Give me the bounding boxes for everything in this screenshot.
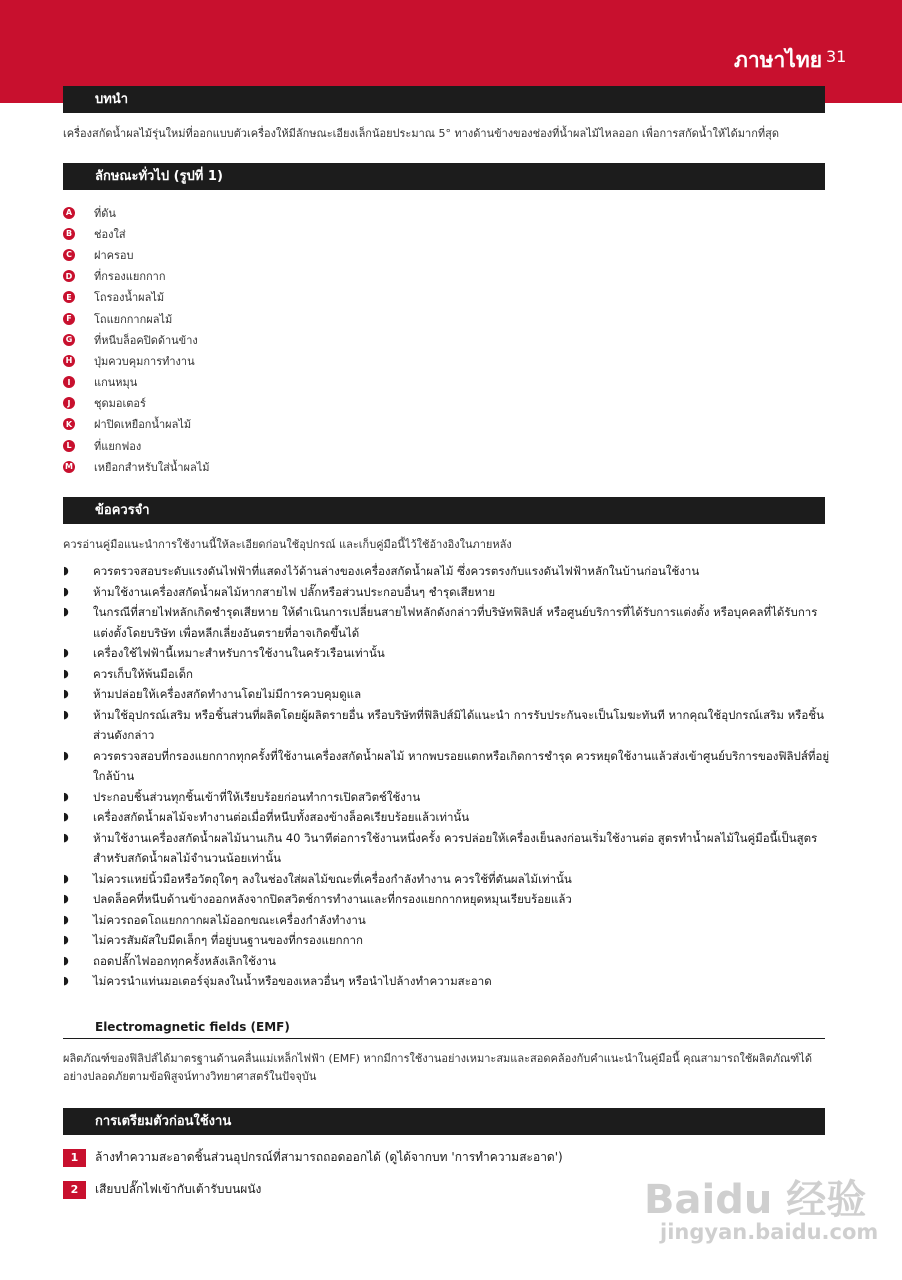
warning-text: ปลดล็อคที่หนีบด้านข้างออกหลังจากปิดสวิตช์การทำงานและที่กรองแยกกากหยุดหมุนเรียบร้อยแล้ว bbox=[93, 892, 572, 906]
list-item bbox=[63, 807, 833, 828]
letter-badge: J bbox=[63, 397, 75, 409]
step-item bbox=[63, 1148, 563, 1167]
list-item bbox=[63, 350, 210, 371]
intro-text: เครื่องสกัดน้ำผลไม้รุ่นใหม่ที่ออกแบบตัวเครื่องให้มีลักษณะเอียงเล็กน้อยประมาณ 5° ทางด้านข้างของช่องที่น้ำผลไม้ไหลออก เพื่อการสกัดน้ำให้ได้มากที่สุด bbox=[63, 127, 779, 140]
section-header-important: ข้อควรจำ bbox=[63, 497, 825, 524]
warning-text: ไม่ควรสัมผัสใบมีดเล็กๆ ที่อยู่บนฐานของที่กรองแยกกาก bbox=[93, 933, 363, 947]
letter-badge: B bbox=[63, 228, 75, 240]
letter-badge: E bbox=[63, 291, 75, 303]
step-item bbox=[63, 1180, 261, 1199]
part-label: ที่กรองแยกกาก bbox=[94, 270, 166, 284]
section-header-intro: บทนำ bbox=[63, 86, 825, 113]
emf-heading: Electromagnetic fields (EMF) bbox=[95, 1020, 290, 1034]
bullet-icon: ◗ bbox=[63, 871, 69, 885]
warning-text: ในกรณีที่สายไฟหลักเกิดชำรุดเสียหาย ให้ดำเนินการเปลี่ยนสายไฟหลักดังกล่าวที่บริษัทฟิลิปส์ หรือศูนย์บริการที่ได้รับการแต่งตั้ง หรือบุคคลที่ได้รับการแต่งตั้งโดยบริษัท เพื่อหลีกเลี่ยงอันตรายที่อาจเกิดขึ้นได้ bbox=[93, 605, 818, 640]
warning-text: ประกอบชิ้นส่วนทุกชิ้นเข้าที่ให้เรียบร้อยก่อนทำการเปิดสวิตช์ใช้งาน bbox=[93, 789, 421, 804]
bullet-icon: ◗ bbox=[63, 687, 69, 700]
list-item bbox=[63, 414, 210, 435]
list-item bbox=[63, 244, 210, 265]
important-lead-text: ควรอ่านคู่มือแนะนำการใช้งานนี้ให้ละเอียดก่อนใช้อุปกรณ์ และเก็บคู่มือนี้ไว้ใช้อ้างอิงในภายหลัง bbox=[63, 538, 512, 551]
letter-badge: M bbox=[63, 461, 75, 473]
list-item bbox=[63, 372, 210, 393]
divider bbox=[63, 1038, 825, 1039]
part-label: ที่หนีบล็อคปิดด้านข้าง bbox=[94, 333, 198, 347]
list-item bbox=[63, 910, 833, 931]
part-label: ชุดมอเตอร์ bbox=[94, 397, 146, 411]
bullet-icon: ◗ bbox=[63, 584, 69, 598]
list-item bbox=[63, 787, 833, 808]
letter-badge: C bbox=[63, 249, 75, 261]
letter-badge: H bbox=[63, 355, 75, 367]
warning-text: ห้ามปล่อยให้เครื่องสกัดทำงานโดยไม่มีการควบคุมดูแล bbox=[93, 687, 362, 701]
part-label: ที่แยกฟอง bbox=[94, 439, 142, 453]
warning-text: ไม่ควรถอดโถแยกกากผลไม้ออกขณะเครื่องกำลังทำงาน bbox=[93, 912, 366, 927]
list-item bbox=[63, 582, 833, 603]
warning-text: ควรเก็บให้พ้นมือเด็ก bbox=[93, 666, 194, 681]
part-label: เหยือกสำหรับใส่น้ำผลไม้ bbox=[94, 460, 210, 474]
warning-text: ควรตรวจสอบระดับแรงดันไฟฟ้าที่แสดงไว้ด้านล่างของเครื่องสกัดน้ำผลไม้ ซึ่งควรตรงกับแรงดันไฟฟ้าหลักในบ้านก่อนใช้งาน bbox=[93, 564, 700, 578]
warning-text: ควรตรวจสอบที่กรองแยกกากทุกครั้งที่ใช้งานเครื่องสกัดน้ำผลไม้ หากพบรอยแตกหรือเกิดการชำรุด ควรหยุดใช้งานแล้วส่งเข้าศูนย์บริการของฟิลิปส์ที่อยู่ใกล้บ้าน bbox=[93, 748, 830, 783]
list-item bbox=[63, 664, 833, 685]
list-item bbox=[63, 971, 833, 992]
bullet-icon: ◗ bbox=[63, 707, 69, 721]
warning-text: เครื่องสกัดน้ำผลไม้จะทำงานต่อเมื่อที่หนีบทั้งสองข้างล็อคเรียบร้อยแล้วเท่านั้น bbox=[93, 810, 470, 824]
list-item bbox=[63, 684, 833, 705]
watermark-url: jingyan.baidu.com bbox=[660, 1220, 879, 1244]
list-item bbox=[63, 308, 210, 329]
bullet-icon: ◗ bbox=[63, 912, 69, 926]
list-item bbox=[63, 643, 833, 664]
list-item bbox=[63, 869, 833, 890]
bullet-icon: ◗ bbox=[63, 666, 69, 680]
part-label: ฝาครอบ bbox=[94, 248, 134, 262]
part-label: ฝาปิดเหยือกน้ำผลไม้ bbox=[94, 418, 192, 432]
list-item bbox=[63, 223, 210, 244]
part-label: โถรองน้ำผลไม้ bbox=[94, 291, 165, 305]
list-item bbox=[63, 329, 210, 350]
letter-badge: D bbox=[63, 270, 75, 282]
bullet-icon: ◗ bbox=[63, 646, 69, 659]
bullet-icon: ◗ bbox=[63, 789, 69, 803]
language-title: ภาษาไทย bbox=[734, 48, 822, 72]
list-item bbox=[63, 746, 833, 787]
part-label: ช่องใส่ bbox=[94, 227, 126, 241]
list-item bbox=[63, 828, 833, 869]
list-item bbox=[63, 266, 210, 287]
warning-text: ห้ามใช้งานเครื่องสกัดน้ำผลไม้นานเกิน 40 วินาทีต่อการใช้งานหนึ่งครั้ง ควรปล่อยให้เครื่องเย็นลงก่อนเริ่มใช้งานต่อ สูตรทำน้ำผลไม้ในคู่มือนี้เป็นสูตรสำหรับสกัดน้ำผลไม้จำนวนน้อยเท่านั้น bbox=[93, 830, 818, 865]
step-number: 2 bbox=[63, 1181, 86, 1199]
section-header-overview: ลักษณะทั่วไป (รูปที่ 1) bbox=[63, 163, 825, 190]
warning-text: ห้ามใช้อุปกรณ์เสริม หรือชิ้นส่วนที่ผลิตโดยผู้ผลิตรายอื่น หรือบริษัทที่ฟิลิปส์มิได้แนะนำ การรับประกันจะเป็นโมฆะทันที หากคุณใช้อุปกรณ์เสริม หรือชิ้นส่วนดังกล่าว bbox=[93, 707, 824, 742]
letter-badge: A bbox=[63, 207, 75, 219]
step-text: เสียบปลั๊กไฟเข้ากับเต้ารับบนผนัง bbox=[95, 1182, 262, 1196]
bullet-icon: ◗ bbox=[63, 953, 69, 967]
list-item bbox=[63, 705, 833, 746]
warning-text: ไม่ควรนำแท่นมอเตอร์จุ่มลงในน้ำหรือของเหลวอื่นๆ หรือนำไปล้างทำความสะอาด bbox=[93, 974, 492, 988]
part-label: ที่ดัน bbox=[94, 206, 116, 220]
list-item bbox=[63, 435, 210, 456]
bullet-icon: ◗ bbox=[63, 892, 69, 905]
bullet-icon: ◗ bbox=[63, 830, 69, 844]
step-text: ล้างทำความสะอาดชิ้นส่วนอุปกรณ์ที่สามารถถอดออกได้ (ดูได้จากบท 'การทำความสะอาด') bbox=[95, 1150, 563, 1164]
warning-text: ห้ามใช้งานเครื่องสกัดน้ำผลไม้หากสายไฟ ปลั๊กหรือส่วนประกอบอื่นๆ ชำรุดเสียหาย bbox=[93, 584, 496, 599]
part-label: โถแยกกากผลไม้ bbox=[94, 312, 173, 326]
letter-badge: K bbox=[63, 418, 75, 430]
warning-text: เครื่องใช้ไฟฟ้านี้เหมาะสำหรับการใช้งานในครัวเรือนเท่านั้น bbox=[93, 646, 385, 660]
part-label: ปุ่มควบคุมการทำงาน bbox=[94, 354, 195, 368]
watermark-logo: Baidu 经验 bbox=[644, 1177, 867, 1223]
bullet-icon: ◗ bbox=[63, 810, 69, 823]
part-label: แกนหมุน bbox=[94, 376, 138, 390]
letter-badge: G bbox=[63, 334, 75, 346]
warnings-list bbox=[63, 561, 833, 992]
list-item bbox=[63, 561, 833, 582]
list-item bbox=[63, 202, 210, 223]
emf-text: ผลิตภัณฑ์ของฟิลิปส์ได้มาตรฐานด้านคลื่นแม่เหล็กไฟฟ้า (EMF) หากมีการใช้งานอย่างเหมาะสมและสอดคล้องกับคำแนะนำในคู่มือนี้ คุณสามารถใช้ผลิตภัณฑ์ได้อย่างปลอดภัยตามข้อพิสูจน์ทางวิทยาศาสตร์ในปัจจุบัน bbox=[63, 1052, 812, 1083]
letter-badge: L bbox=[63, 440, 75, 452]
bullet-icon: ◗ bbox=[63, 933, 69, 946]
bullet-icon: ◗ bbox=[63, 605, 69, 618]
warning-text: ถอดปลั๊กไฟออกทุกครั้งหลังเลิกใช้งาน bbox=[93, 953, 276, 968]
list-item bbox=[63, 602, 833, 643]
list-item bbox=[63, 889, 833, 910]
list-item bbox=[63, 393, 210, 414]
letter-badge: F bbox=[63, 313, 75, 325]
bullet-icon: ◗ bbox=[63, 748, 69, 762]
bullet-icon: ◗ bbox=[63, 564, 69, 577]
list-item bbox=[63, 287, 210, 308]
parts-list bbox=[63, 202, 210, 477]
step-number: 1 bbox=[63, 1149, 86, 1167]
list-item bbox=[63, 456, 210, 477]
warning-text: ไม่ควรแหย่นิ้วมือหรือวัตถุใดๆ ลงในช่องใส่ผลไม้ขณะที่เครื่องกำลังทำงาน ควรใช้ที่ดันผลไม้เท่านั้น bbox=[93, 871, 572, 886]
letter-badge: I bbox=[63, 376, 75, 388]
list-item bbox=[63, 930, 833, 951]
section-header-before-use: การเตรียมตัวก่อนใช้งาน bbox=[63, 1108, 825, 1135]
page-number: 31 bbox=[826, 47, 847, 66]
list-item bbox=[63, 951, 833, 972]
bullet-icon: ◗ bbox=[63, 974, 69, 987]
